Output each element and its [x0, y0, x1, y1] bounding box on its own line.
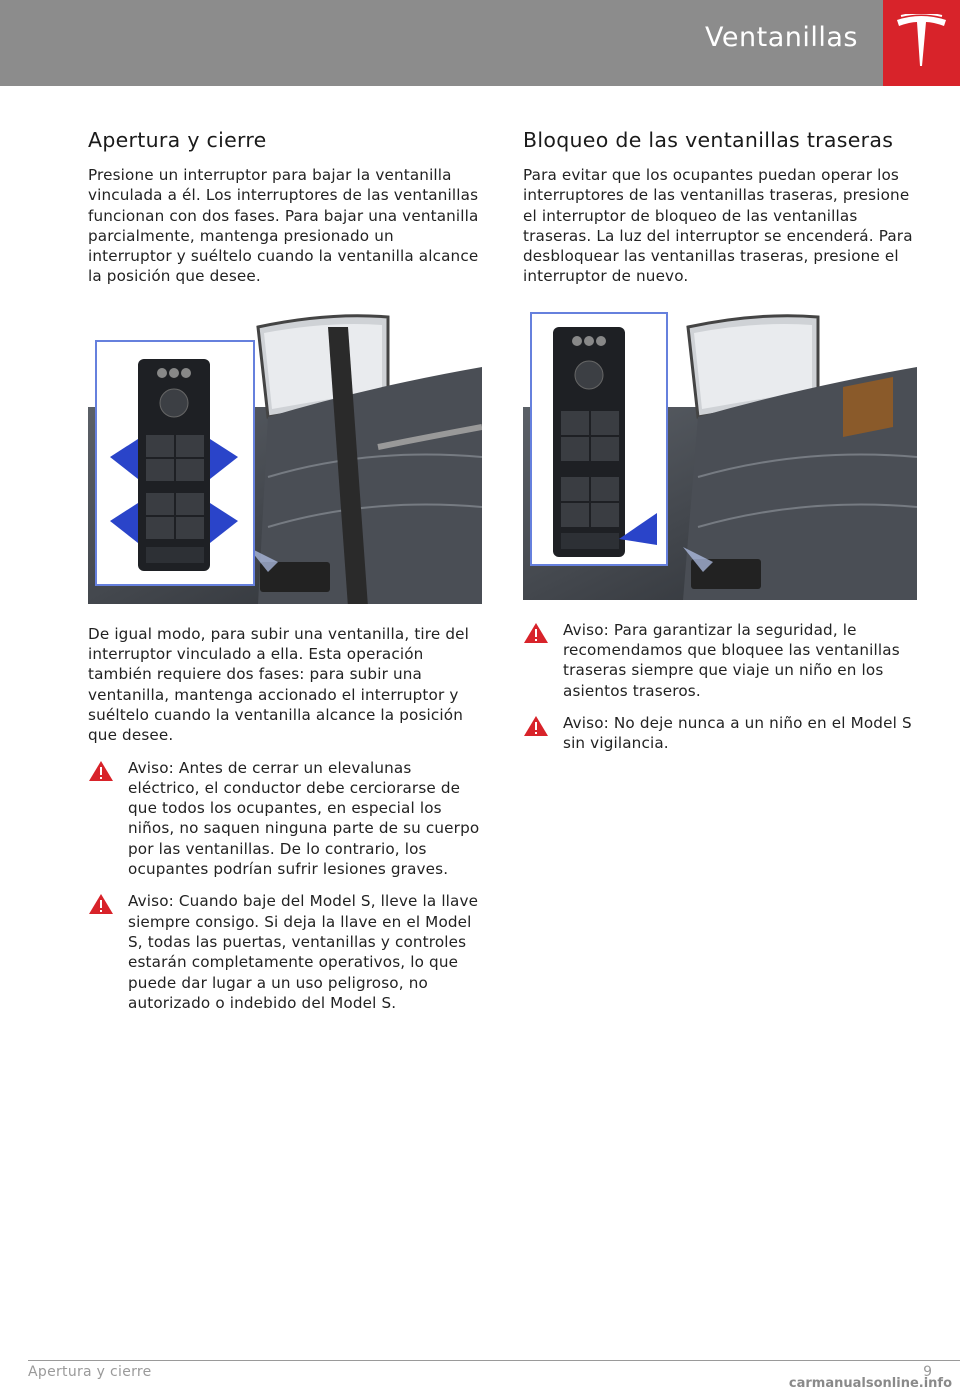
- window-lock-illustration-right: [523, 307, 917, 600]
- right-column: [523, 128, 917, 754]
- warning-text: Aviso: Antes de cerrar un elevalunas eléctrico, el conductor debe cerciorarse de que todos los ocupantes, en especial los niños, no saquen ninguna parte de su cuerpo por las ventanillas. De lo contrario, los ocupantes podrían sufrir lesiones graves.: [128, 758, 480, 879]
- closing-instructions-text: De igual modo, para subir una ventanilla, tire del interruptor vinculado a ella. Esta operación también requiere dos fases: para subir una ventanilla, mantenga accionado el interruptor y suéltelo cuando la ventanilla alcance la posición que desee.: [88, 624, 469, 745]
- section-heading-rear-lock: Bloqueo de las ventanillas traseras: [523, 128, 894, 152]
- watermark-text: carmanualsonline.info: [788, 1376, 952, 1391]
- warning-triangle-icon: [88, 760, 114, 782]
- window-lock-image: [523, 307, 917, 600]
- warning-block: [523, 713, 917, 754]
- warning-triangle-icon: [88, 893, 114, 915]
- window-switch-illustration-left: [88, 307, 482, 604]
- footer-divider: [28, 1360, 960, 1361]
- section-heading-opening: Apertura y cierre: [88, 128, 267, 152]
- tesla-logo-icon: [895, 14, 948, 70]
- warning-block: [88, 758, 482, 880]
- page-number: 9: [923, 1364, 932, 1380]
- rear-lock-intro-text: Para evitar que los ocupantes puedan operar los interruptores de las ventanillas traseras, presione el interruptor de bloqueo de las ventanillas traseras. La luz del interruptor se encenderá. Para desbloquear las ventanillas traseras, presione el interruptor de nuevo.: [523, 166, 913, 286]
- footer-section-name: Apertura y cierre: [28, 1364, 152, 1380]
- warning-text: Aviso: Para garantizar la seguridad, le recomendamos que bloquee las ventanillas traseras siempre que viaje un niño en los asientos traseros.: [563, 620, 900, 700]
- left-column: [88, 128, 482, 1013]
- warning-text: Aviso: No deje nunca a un niño en el Model S sin vigilancia.: [563, 713, 912, 753]
- page-header: [0, 0, 960, 86]
- opening-intro-text: Presione un interruptor para bajar la ventanilla vinculada a él. Los interruptores de las ventanillas funcionan con dos fases. Para bajar una ventanilla parcialmente, mantenga presionado un interruptor y suéltelo cuando la ventanilla alcance la posición que desee.: [88, 166, 479, 286]
- warning-block: [88, 891, 482, 1013]
- warning-triangle-icon: [523, 715, 549, 737]
- warning-triangle-icon: [523, 622, 549, 644]
- warning-block: [523, 620, 917, 701]
- warning-text: Aviso: Cuando baje del Model S, lleve la llave siempre consigo. Si deja la llave en el Model S, todas las puertas, ventanillas y controles estarán completamente operativos, lo que puede dar lugar a un uso peligroso, no autorizado o indebido del Model S.: [128, 892, 479, 1012]
- page-section-title: Ventanillas: [705, 22, 858, 53]
- window-switch-image: [88, 307, 482, 604]
- brand-logo-box: [883, 0, 960, 86]
